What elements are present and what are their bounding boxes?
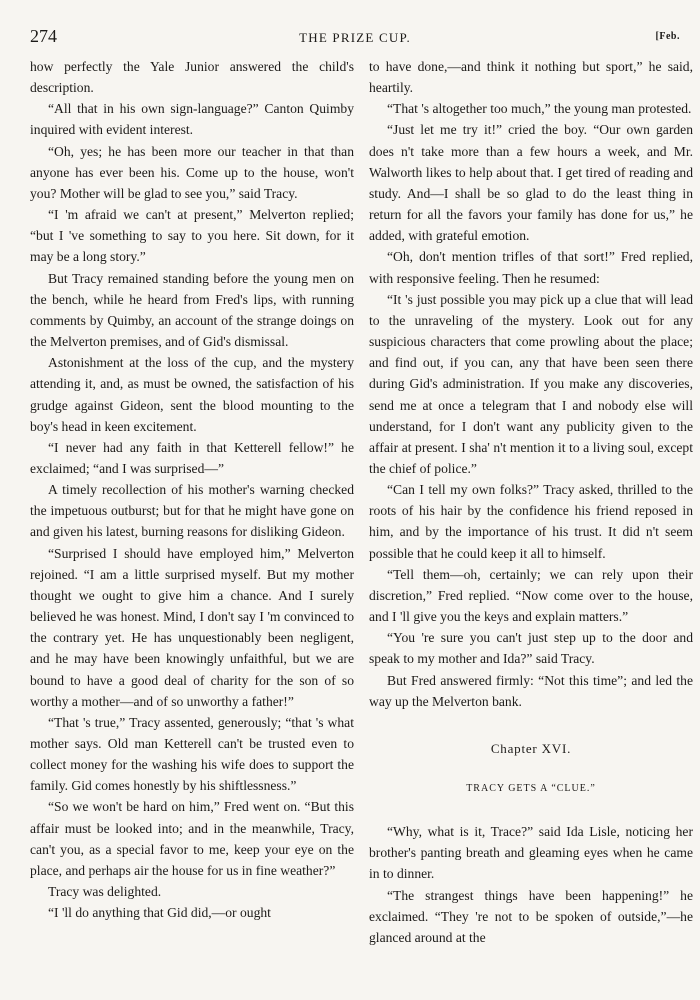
paragraph: “I never had any faith in that Ketterell fellow!” he exclaimed; “and I was surprised—” <box>30 439 354 476</box>
left-column <box>30 56 354 923</box>
paragraph: to have done,—and think it nothing but sport,” he said, heartily. <box>369 59 693 96</box>
paragraph: “I 'm afraid we can't at present,” Melverton replied; “but I 've something to say to you here. Sit down, for it may be a long story.” <box>30 207 354 265</box>
paragraph: “You 're sure you can't just step up to the door and speak to my mother and Ida?” said Tracy. <box>369 630 693 667</box>
paragraph: “Why, what is it, Trace?” said Ida Lisle, noticing her brother's panting breath and gleaming eyes when he came in to dinner. <box>369 824 693 882</box>
paragraph: “Tell them—oh, certainly; we can rely upon their discretion,” Fred replied. “Now come over to the house, and I 'll give you the keys and explain matters.” <box>369 566 693 625</box>
paragraph: Astonishment at the loss of the cup, and the mystery attending it, and, as must be owned, the satisfaction of his grudge against Gideon, sent the blood mounting to the boy's head in keen excitement. <box>30 355 354 434</box>
paragraph: Tracy was delighted. <box>48 884 162 900</box>
paragraph: “Surprised I should have employed him,” Melverton rejoined. “I am a little surprised myself. But my mother thought we ought to give him a chance. And I surely believed he was honest. Mind, I don't say I 'm convinced to the contrary yet. He has unquestionably been negligent, and he may have been knowingly unfaithful, but we are bound to have a good deal of charity for the son of so worthy a mother—and of so unworthy a father!” <box>30 545 354 709</box>
issue-month: [Feb. <box>655 31 680 42</box>
paragraph: “Oh, yes; he has been more our teacher in that than anyone has ever been his. Come up to the house, won't you? Mother will be glad to see you,” said Tracy. <box>30 143 354 201</box>
paragraph: A timely recollection of his mother's warning checked the impetuous outburst; but for that he might have gone on and given his latest, burning reasons for disliking Gideon. <box>30 482 354 540</box>
paragraph: “So we won't be hard on him,” Fred went on. “But this affair must be looked into; and in the meanwhile, Tracy, can't you, as a special favor to me, keep your eye on the place, and perhaps air the house for us in fine weather?” <box>30 799 354 878</box>
paragraph: “The strangest things have been happening!” he exclaimed. “They 're not to be spoken of outside,”—he glanced around at the <box>369 887 693 945</box>
paragraph: “Oh, don't mention trifles of that sort!” Fred replied, with responsive feeling. Then he resumed: <box>369 249 693 286</box>
paragraph: “It 's just possible you may pick up a clue that will lead to the unraveling of the mystery. Look out for any suspicious characters that come prowling about the place; and find out, if you can, any that have been seen there during Gid's administration. If you make any discoveries, send me at once a telegram that I and nobody else will understand, for I don't want any publicity given to the affair at present. I sha' n't mention it to a living soul, except the chief of police.” <box>369 291 693 476</box>
paragraph: But Fred answered firmly: “Not this time”; and led the way up the Melverton bank. <box>369 672 693 709</box>
paragraph: But Tracy remained standing before the young men on the bench, while he heard from Fred's lips, with running comments by Quimby, an account of the strange doings on the Melverton premises, and of Gid's dismissal. <box>30 270 354 350</box>
paragraph: how perfectly the Yale Junior answered the child's description. <box>30 59 354 96</box>
chapter-subtitle: TRACY GETS A “CLUE.” <box>466 783 596 794</box>
running-header <box>30 26 680 50</box>
paragraph: “Can I tell my own folks?” Tracy asked, thrilled to the roots of his hair by the confidence his friend reposed in him, and by the importance of his trust. It did n't seem possible that he could keep it all to himself. <box>369 482 693 561</box>
section-gap <box>369 799 693 821</box>
page-number: 274 <box>30 26 57 46</box>
right-column <box>369 56 693 948</box>
running-title: THE PRIZE CUP. <box>299 30 411 45</box>
paragraph: “That 's true,” Tracy assented, generously; “that 's what mother says. Old man Ketterell can't be trusted even to collect money for the washing his wife does to support the family. Gid comes honestly by his shiftlessness.” <box>30 714 354 794</box>
paragraph: “All that in his own sign-language?” Canton Quimby inquired with evident interest. <box>30 101 354 138</box>
paragraph: “I 'll do anything that Gid did,—or ought <box>48 905 271 921</box>
paragraph: “That 's altogether too much,” the young man protested. <box>387 101 692 117</box>
paragraph: “Just let me try it!” cried the boy. “Our own garden does n't take more than a few hours a week, and Mr. Walworth likes to help about that. I get tired of reading and study. And—I shall be so glad to do the least thing in return for all the favors your family has done for us,” he added, with grateful emotion. <box>369 122 693 244</box>
chapter-heading: Chapter XVI. <box>490 740 572 756</box>
